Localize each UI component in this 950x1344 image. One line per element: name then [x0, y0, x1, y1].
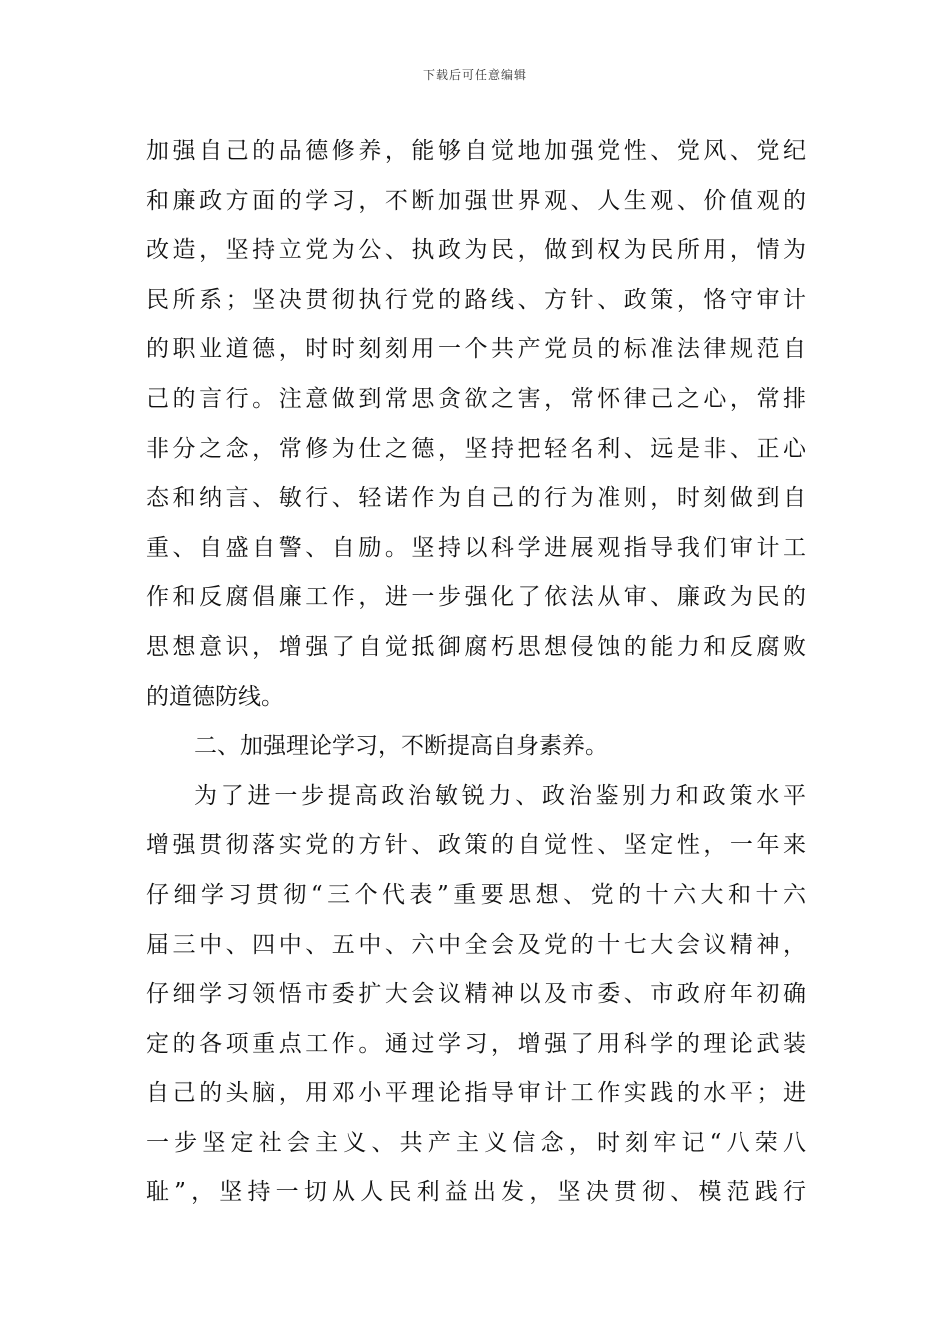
- text-line: 仔细学习贯彻“三个代表”重要思想、党的十六大和十六: [146, 881, 806, 908]
- text-line: 仔细学习领悟市委扩大会议精神以及市委、市政府年初确: [146, 981, 806, 1008]
- text-line: 民所系；坚决贯彻执行党的路线、方针、政策，恪守审计: [146, 286, 806, 313]
- text-line: 重、自盛自警、自励。坚持以科学进展观指导我们审计工: [146, 534, 806, 561]
- text-line: 非分之念，常修为仕之德，坚持把轻名利、远是非、正心: [146, 435, 806, 462]
- text-line: 己的言行。注意做到常思贪欲之害，常怀律己之心，常排: [146, 385, 806, 412]
- text-line: 作和反腐倡廉工作，进一步强化了依法从审、廉政为民的: [146, 584, 806, 611]
- text-line: 定的各项重点工作。通过学习，增强了用科学的理论武装: [146, 1030, 806, 1057]
- text-line: 为了进一步提高政治敏锐力、政治鉴别力和政策水平: [194, 782, 806, 809]
- text-line: 一步坚定社会主义、共产主义信念，时刻牢记“八荣八: [146, 1129, 806, 1156]
- text-line: 和廉政方面的学习，不断加强世界观、人生观、价值观的: [146, 187, 806, 214]
- text-line: 改造，坚持立党为公、执政为民，做到权为民所用，情为: [146, 237, 806, 264]
- text-line: 增强贯彻落实党的方针、政策的自觉性、坚定性，一年来: [146, 832, 806, 859]
- body-text: [146, 127, 806, 1218]
- text-line: 的职业道德，时时刻刻用一个共产党员的标准法律规范自: [146, 336, 806, 363]
- text-line: 自己的头脑，用邓小平理论指导审计工作实践的水平；进: [146, 1080, 806, 1107]
- section-heading: 二、加强理论学习，不断提高自身素养。: [194, 733, 608, 760]
- text-line: 加强自己的品德修养，能够自觉地加强党性、党风、党纪: [146, 138, 806, 164]
- text-line: 耻”，坚持一切从人民利益出发，坚决贯彻、模范践行: [146, 1179, 806, 1206]
- text-line: 届三中、四中、五中、六中全会及党的十七大会议精神，: [146, 931, 806, 958]
- text-line: 思想意识，增强了自觉抵御腐朽思想侵蚀的能力和反腐败: [146, 633, 806, 660]
- header-note: 下载后可任意编辑: [422, 68, 527, 82]
- text-line: 的道德防线。: [146, 683, 284, 710]
- text-line: 态和纳言、敏行、轻诺作为自己的行为准则，时刻做到自: [146, 485, 806, 512]
